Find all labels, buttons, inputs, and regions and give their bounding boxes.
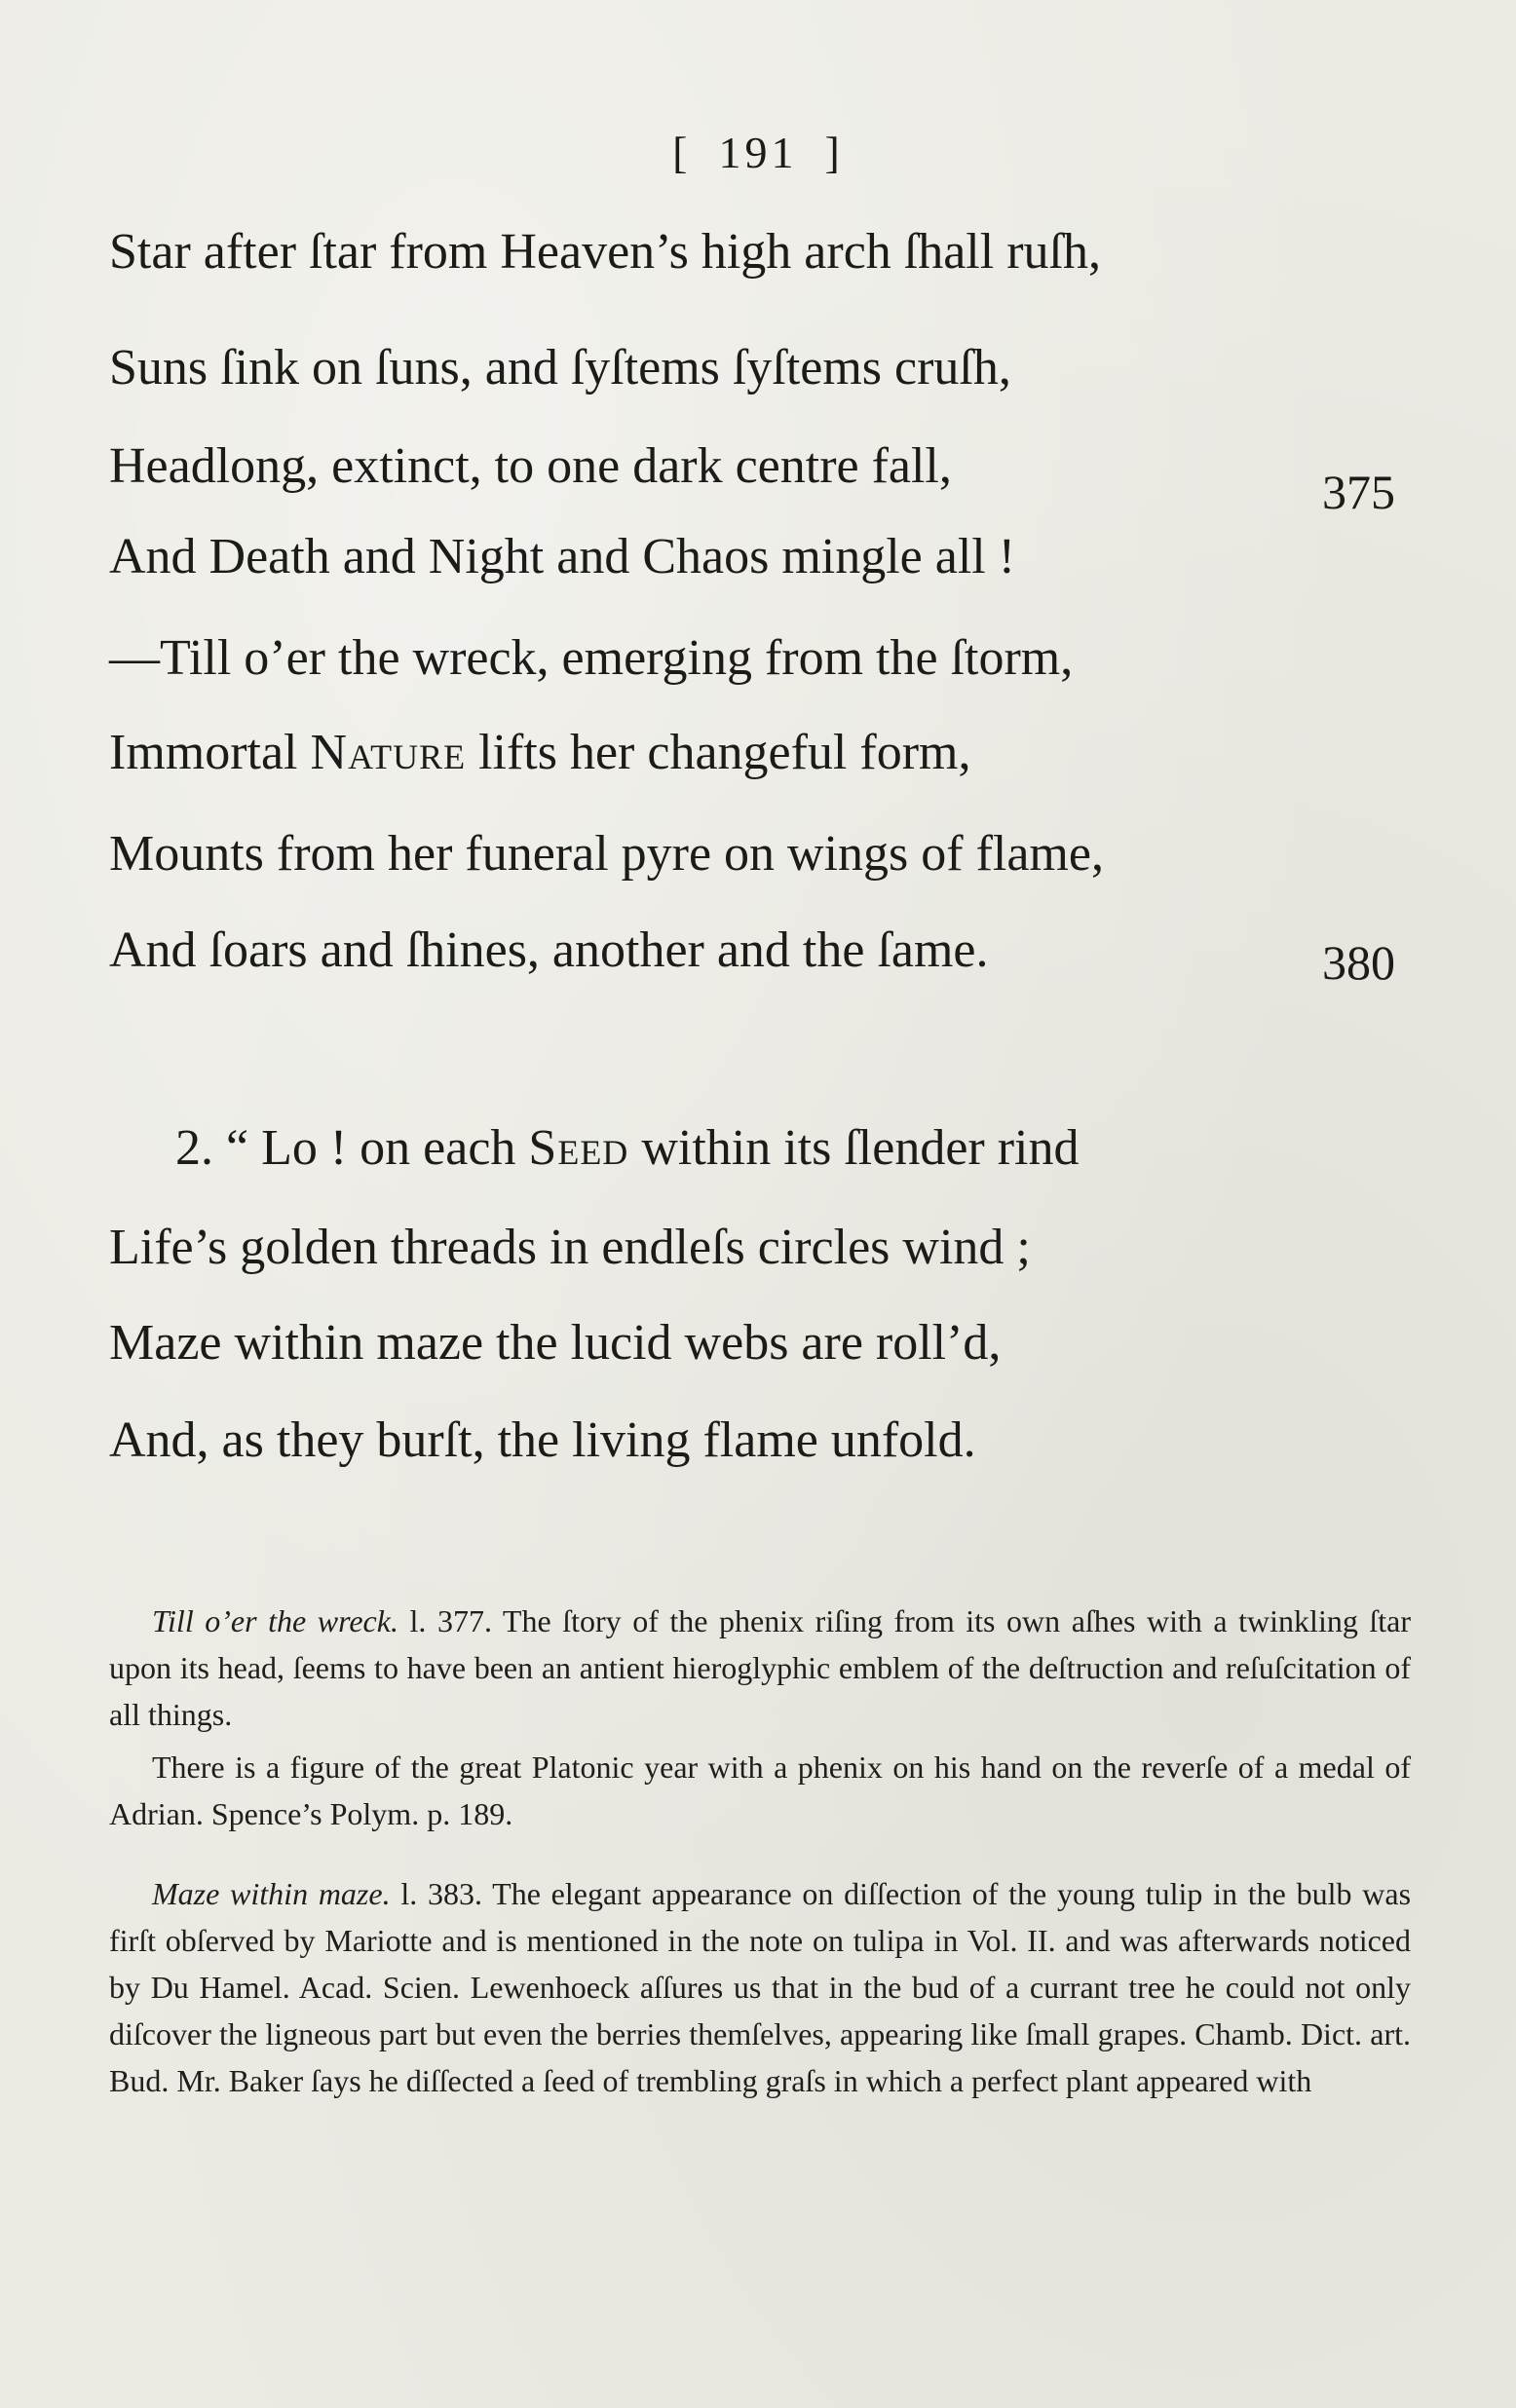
footnote-paragraph bbox=[109, 1870, 1411, 2104]
footnote-paragraph: There is a figure of the great Platonic year with a phenix on his hand on the reverſe of a medal of Adrian. Spence’s Polym. p. 189. bbox=[109, 1750, 1411, 1831]
verse-small-caps: Nature bbox=[310, 725, 467, 780]
verse-line: And Death and Night and Chaos mingle all ! bbox=[109, 529, 1016, 584]
page-number-value: 191 bbox=[718, 128, 798, 177]
line-number: 375 bbox=[1322, 465, 1395, 519]
line-number: 380 bbox=[1322, 935, 1395, 990]
verse-line: Suns ſink on ſuns, and ſyſtems ſyſtems cruſh, bbox=[109, 340, 1011, 395]
verse-line: Maze within maze the lucid webs are roll’d, bbox=[109, 1315, 1002, 1371]
footnote-lemma: Maze within maze. bbox=[152, 1876, 391, 1911]
footnote-text: The elegant appearance on diſſection of the young tulip in the bulb was firſt obſerved by Mariotte and is mentioned in the note on tulipa in Vol. II. and was afterwards noticed by Du Hamel. Acad. Scien. Lewenhoeck aſſures us that in the bud of a currant tree he could not only diſcover the ligneous part but even the berries themſelves, appearing like ſmall grapes. Chamb. Dict. art. Bud. Mr. Baker ſays he diſſected a ſeed of trembling graſs in which a perfect plant appeared with bbox=[109, 1876, 1412, 2098]
footnote bbox=[109, 1870, 1411, 2104]
footnote-lemma: Till o’er the wreck. bbox=[152, 1603, 398, 1638]
footnote-ref: l. 383. bbox=[390, 1876, 482, 1911]
verse-line: Headlong, extinct, to one dark centre fall, bbox=[109, 438, 952, 494]
verse-text: 2. “ Lo ! on each bbox=[175, 1120, 529, 1176]
left-bracket: [ bbox=[672, 128, 692, 177]
verse-text: lifts her changeful form, bbox=[466, 725, 971, 780]
verse-small-caps: Seed bbox=[528, 1120, 629, 1176]
footnote-text: The ſtory of the phenix riſing from its own aſhes with a twinkling ſtar upon its head, ſeems to have been an antient hieroglyphic emblem of the deſtruction and reſuſcitation of all things. bbox=[109, 1603, 1412, 1732]
verse-line: And, as they burſt, the living flame unfold. bbox=[109, 1412, 976, 1468]
verse-line: Star after ſtar from Heaven’s high arch ſhall ruſh, bbox=[109, 224, 1101, 280]
verse-line bbox=[175, 1120, 1080, 1176]
footnote-paragraph bbox=[109, 1598, 1411, 1738]
right-bracket: ] bbox=[824, 128, 844, 177]
verse-text: within its ſlender rind bbox=[628, 1120, 1080, 1176]
verse-line: Life’s golden threads in endleſs circles wind ; bbox=[109, 1220, 1031, 1275]
verse-line: —Till o’er the wreck, emerging from the ſtorm, bbox=[109, 630, 1074, 686]
verse-line bbox=[109, 725, 971, 780]
footnote-ref: l. 377. bbox=[398, 1603, 492, 1638]
verse-text: Immortal bbox=[109, 725, 311, 780]
verse-line: And ſoars and ſhines, another and the ſame. bbox=[109, 922, 989, 978]
footnote bbox=[109, 1598, 1411, 1837]
page-number bbox=[0, 127, 1516, 178]
verse-line: Mounts from her funeral pyre on wings of flame, bbox=[109, 826, 1104, 882]
